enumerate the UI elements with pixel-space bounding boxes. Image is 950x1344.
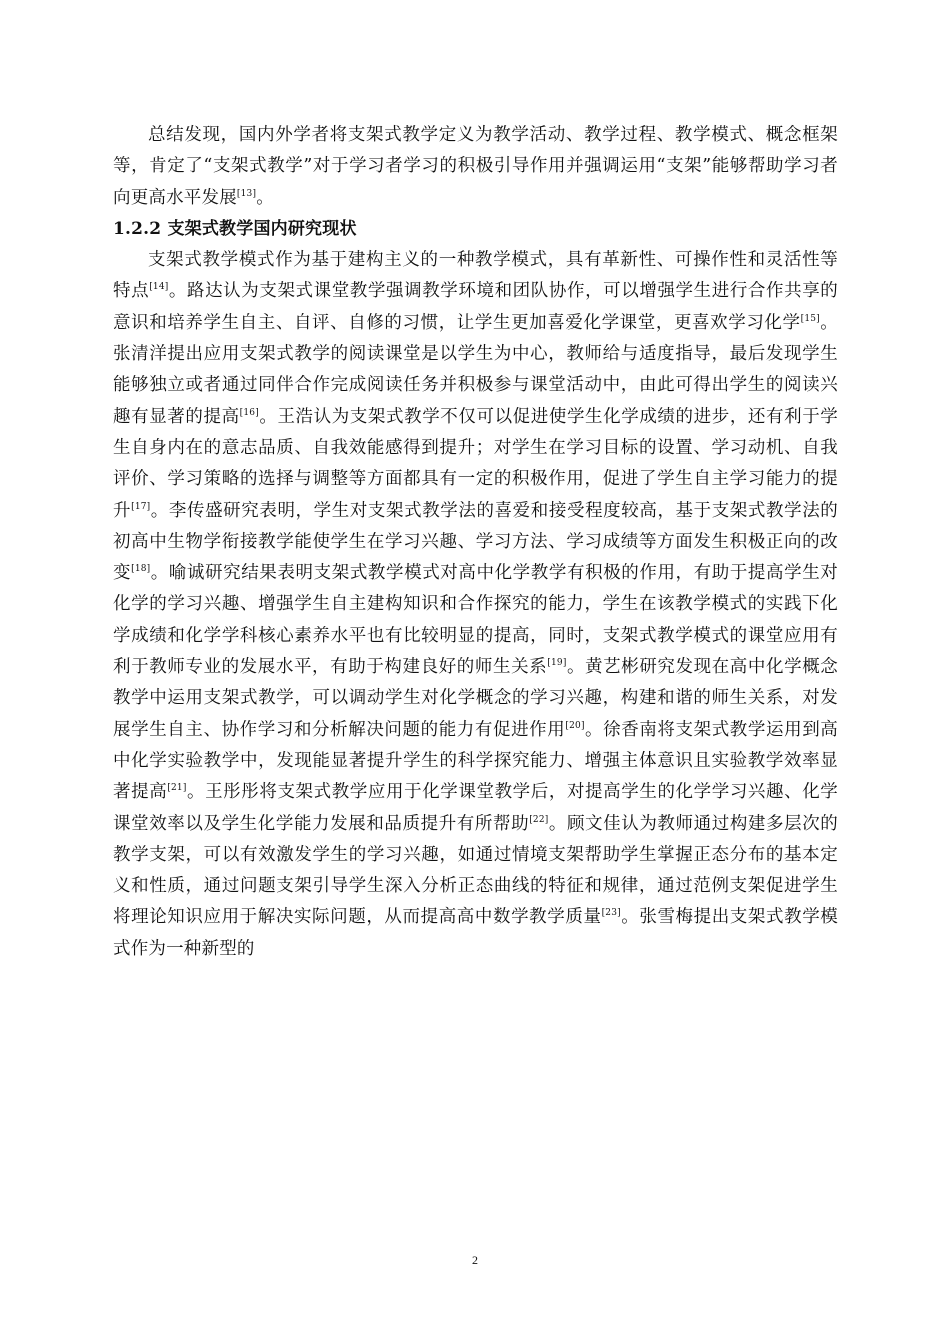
- citation-15: [15]: [800, 313, 820, 324]
- citation-23: [23]: [601, 908, 621, 919]
- citation-13: [13]: [236, 188, 257, 199]
- paragraph-text: 。路达认为支架式课堂教学强调教学环境和团队协作，可以增强学生进行合作共享的意识和培养学生自主、自评、自修的习惯，让学生更加喜爱化学课堂，更喜欢学习化学: [113, 281, 838, 333]
- citation-18: [18]: [131, 564, 151, 575]
- paragraph-text: 。王彤彤将支架式教学应用于化学课堂教学后，对提高学生的化学学习兴趣、化学课堂效率以及学生化学能力发展和品质提升有所帮助: [113, 782, 838, 834]
- citation-22: [22]: [529, 814, 549, 825]
- paragraph-text: 。黄艺彬研究发现在高中化学概念教学中运用支架式教学，可以调动学生对化学概念的学习兴趣，构建和谐的师生关系，对发展学生自主、协作学习和分析解决问题的能力有促进作用: [113, 657, 838, 740]
- citation-19: [19]: [547, 658, 567, 669]
- paragraph-text: 支架式教学模式作为基于建构主义的一种教学模式，具有革新性、可操作性和灵活性等特点: [113, 250, 838, 302]
- citation-16: [16]: [239, 407, 259, 418]
- paragraph-text: 。: [256, 187, 274, 208]
- paragraph-text: 。张清洋提出应用支架式教学的阅读课堂是以学生为中心，教师给与适度指导，最后发现学生能够独立或者通过同伴合作完成阅读任务并积极参与课堂活动中，由此可得出学生的阅读兴趣有显著的提高: [113, 312, 838, 427]
- citation-17: [17]: [131, 501, 151, 512]
- page-number: 2: [472, 1253, 478, 1267]
- paragraph-text: 。徐香南将支架式教学运用到高中化学实验教学中，发现能显著提升学生的科学探究能力、增强主体意识且实验教学效率显著提高: [113, 719, 838, 803]
- domestic-research-paragraph: [113, 245, 838, 965]
- citation-20: [20]: [565, 720, 585, 731]
- summary-paragraph: [113, 120, 838, 214]
- paragraph-text: 。王浩认为支架式教学不仅可以促进使学生化学成绩的进步，还有利于学生自身内在的意志品质、自我效能感得到提升；对学生在学习目标的设置、学习动机、自我评价、学习策略的选择与调整等方面都具有一定的积极作用，促进了学生自主学习能力的提升: [113, 406, 838, 521]
- section-heading: 1.2.2 支架式教学国内研究现状: [113, 218, 357, 239]
- paragraph-text: 。李传盛研究表明，学生对支架式教学法的喜爱和接受程度较高，基于支架式教学法的初高中生物学衔接教学能使学生在学习兴趣、学习方法、学习成绩等方面发生积极正向的改变: [113, 500, 838, 584]
- paragraph-text: 总结发现，国内外学者将支架式教学定义为教学活动、教学过程、教学模式、概念框架等，肯定了“支架式教学”对于学习者学习的积极引导作用并强调运用“支架”能够帮助学习者向更高水平发展: [113, 125, 838, 208]
- page-body: [113, 120, 838, 965]
- paragraph-text: 。张雪梅提出支架式教学模式作为一种新型的: [113, 907, 838, 959]
- citation-14: [14]: [149, 282, 169, 293]
- paragraph-text: 。喻诚研究结果表明支架式教学模式对高中化学教学有积极的作用，有助于提高学生对化学的学习兴趣、增强学生自主建构知识和合作探究的能力，学生在该教学模式的实践下化学成绩和化学学科核心素养水平也有比较明显的提高，同时，支架式教学模式的课堂应用有利于教师专业的发展水平，有助于构建良好的师生关系: [113, 563, 838, 678]
- paragraph-text: 。顾文佳认为教师通过构建多层次的教学支架，可以有效激发学生的学习兴趣，如通过情境支架帮助学生掌握正态分布的基本定义和性质，通过问题支架引导学生深入分析正态曲线的特征和规律，通过范例支架促进学生将理论知识应用于解决实际问题，从而提高高中数学教学质量: [113, 813, 838, 928]
- citation-21: [21]: [167, 783, 187, 794]
